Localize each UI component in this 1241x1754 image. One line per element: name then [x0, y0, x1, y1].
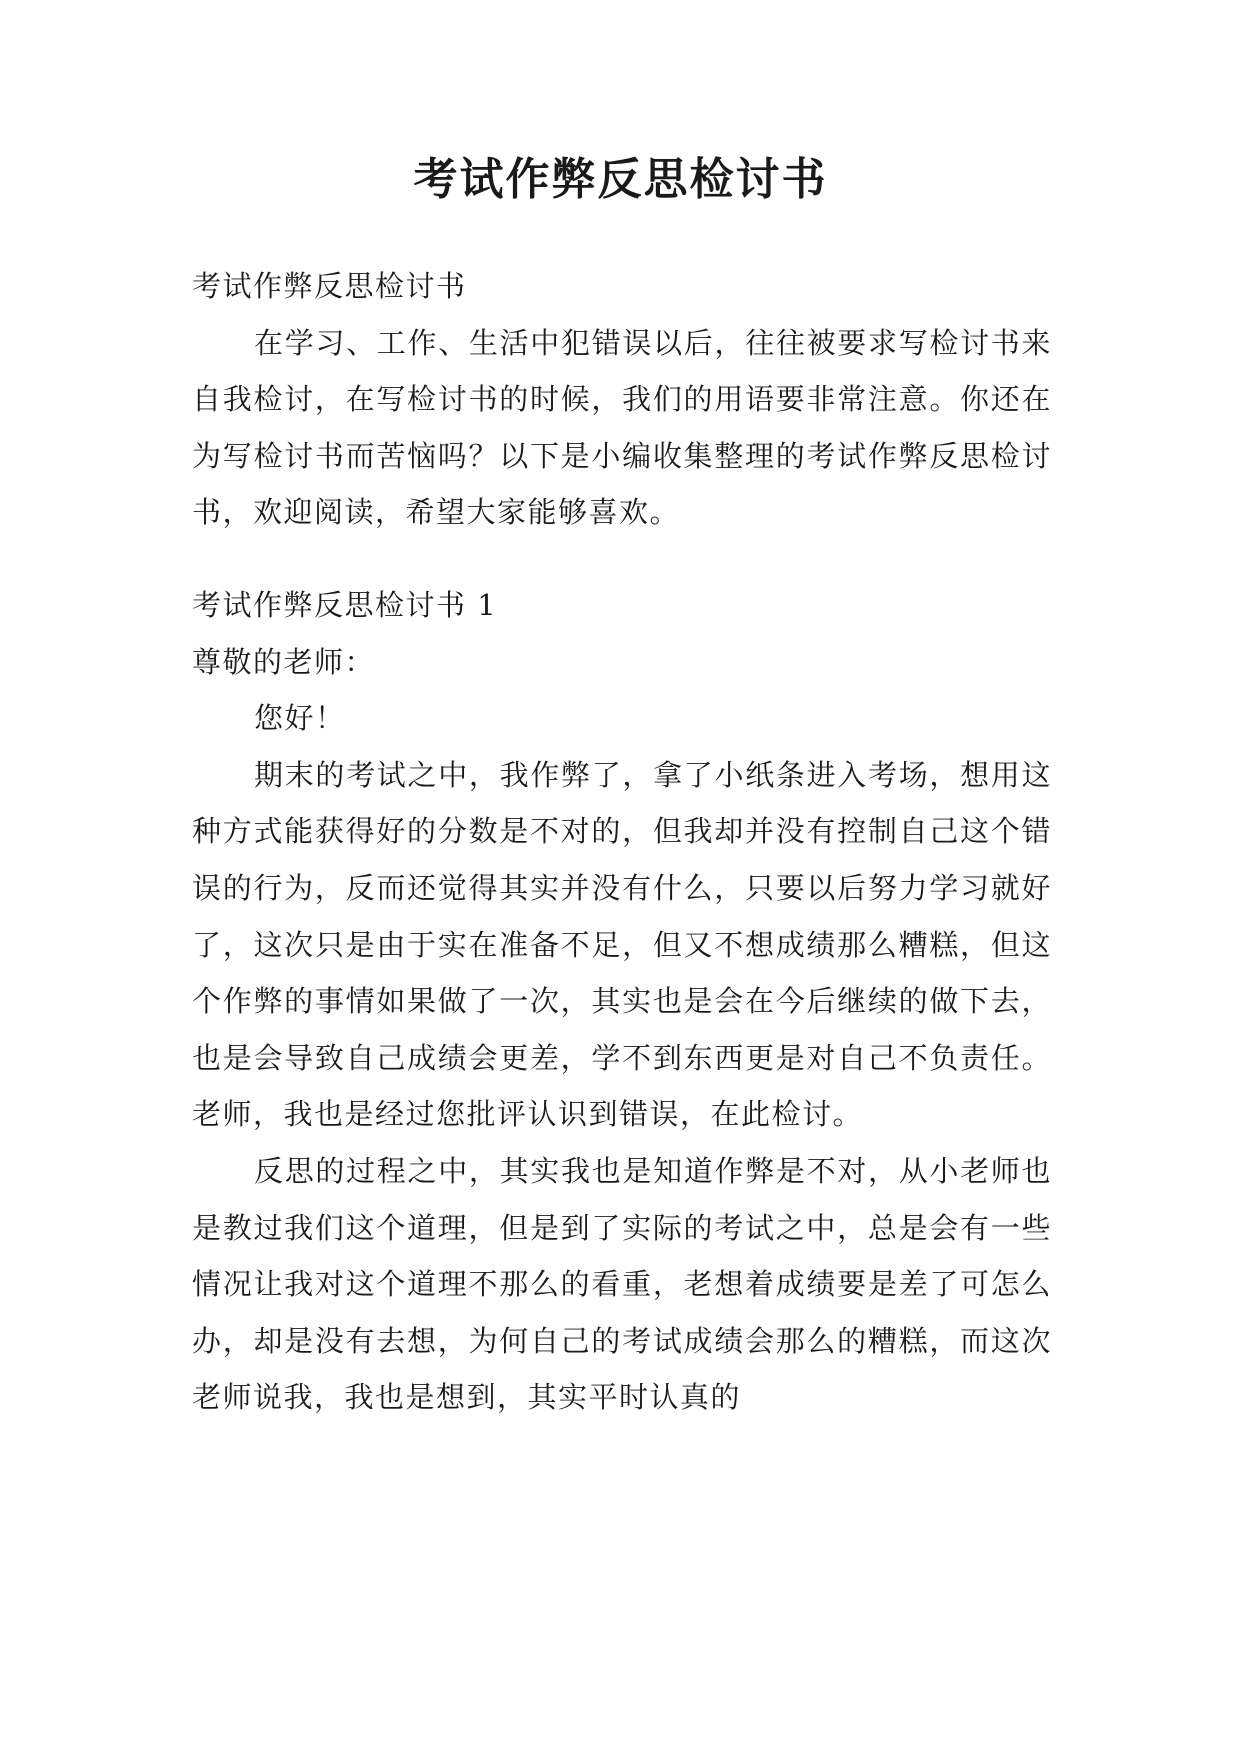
body-paragraph-1: 期末的考试之中，我作弊了，拿了小纸条进入考场，想用这种方式能获得好的分数是不对的，但我却并没有控制自己这个错误的行为，反而还觉得其实并没有什么，只要以后努力学习就好了，这次只是由于实在准备不足，但又不想成绩那么糟糕，但这个作弊的事情如果做了一次，其实也是会在今后继续的做下去，也是会导致自己成绩会更差，学不到东西更是对自己不负责任。老师，我也是经过您批评认识到错误，在此检讨。: [192, 757, 1052, 1132]
section-heading: 考试作弊反思检讨书 1: [192, 587, 498, 622]
salutation: 尊敬的老师：: [192, 644, 376, 679]
document-title: 考试作弊反思检讨书: [413, 154, 828, 205]
document-subtitle: 考试作弊反思检讨书: [192, 269, 467, 303]
document-body: [192, 258, 1052, 1426]
intro-paragraph: 在学习、工作、生活中犯错误以后，往往被要求写检讨书来自我检讨，在写检讨书的时候，我们的用语要非常注意。你还在为写检讨书而苦恼吗？以下是小编收集整理的考试作弊反思检讨书，欢迎阅读，希望大家能够喜欢。: [192, 325, 1052, 530]
body-paragraph-2: 反思的过程之中，其实我也是知道作弊是不对，从小老师也是教过我们这个道理，但是到了实际的考试之中，总是会有一些情况让我对这个道理不那么的看重，老想着成绩要是差了可怎么办，却是没有去想，为何自己的考试成绩会那么的糟糕，而这次老师说我，我也是想到，其实平时认真的: [192, 1153, 1052, 1415]
greeting: 您好！: [254, 701, 346, 736]
